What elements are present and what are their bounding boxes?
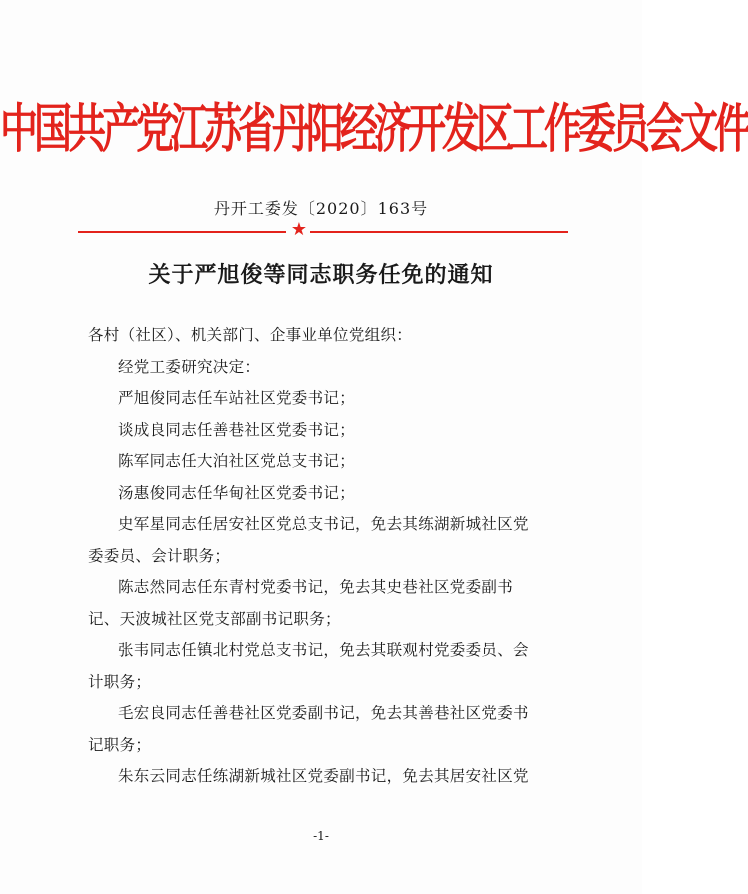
document-header-title: 中国共产党江苏省丹阳经济开发区工作委员会文件	[0, 98, 748, 160]
page-number: -1-	[313, 829, 329, 843]
notice-title: 关于严旭俊等同志职务任免的通知	[148, 262, 494, 288]
divider-line-left	[78, 231, 286, 233]
body-line: 陈志然同志任东青村党委书记，免去其史巷社区党委副书	[118, 578, 514, 596]
body-line: 毛宏良同志任善巷社区党委副书记，免去其善巷社区党委书	[118, 704, 529, 722]
body-line: 陈军同志任大泊社区党总支书记；	[118, 452, 356, 470]
body-line: 记、天波城社区党支部副书记职务；	[88, 609, 341, 628]
document-body	[88, 320, 570, 793]
divider-line-right	[310, 231, 568, 233]
body-line: 张韦同志任镇北村党总支书记，免去其联观村党委委员、会	[118, 641, 529, 659]
body-line: 谈成良同志任善巷社区党委书记；	[118, 420, 356, 439]
body-line: 计职务；	[88, 672, 152, 691]
red-divider	[78, 219, 568, 240]
body-line: 汤惠俊同志任华甸社区党委书记；	[118, 483, 356, 502]
body-line: 经党工委研究决定：	[118, 357, 261, 376]
body-line: 史军星同志任居安社区党总支书记，免去其练湖新城社区党	[118, 515, 529, 533]
addressee-line: 各村（社区）、机关部门、企事业单位党组织：	[88, 326, 413, 344]
body-line: 记职务；	[88, 735, 152, 754]
body-line: 委委员、会计职务；	[88, 546, 231, 565]
body-line: 严旭俊同志任车站社区党委书记；	[118, 389, 356, 407]
body-line: 朱东云同志任练湖新城社区党委副书记，免去其居安社区党	[118, 767, 529, 785]
star-icon: ★	[290, 219, 308, 240]
document-number: 丹开工委发〔2020〕163号	[213, 199, 429, 218]
